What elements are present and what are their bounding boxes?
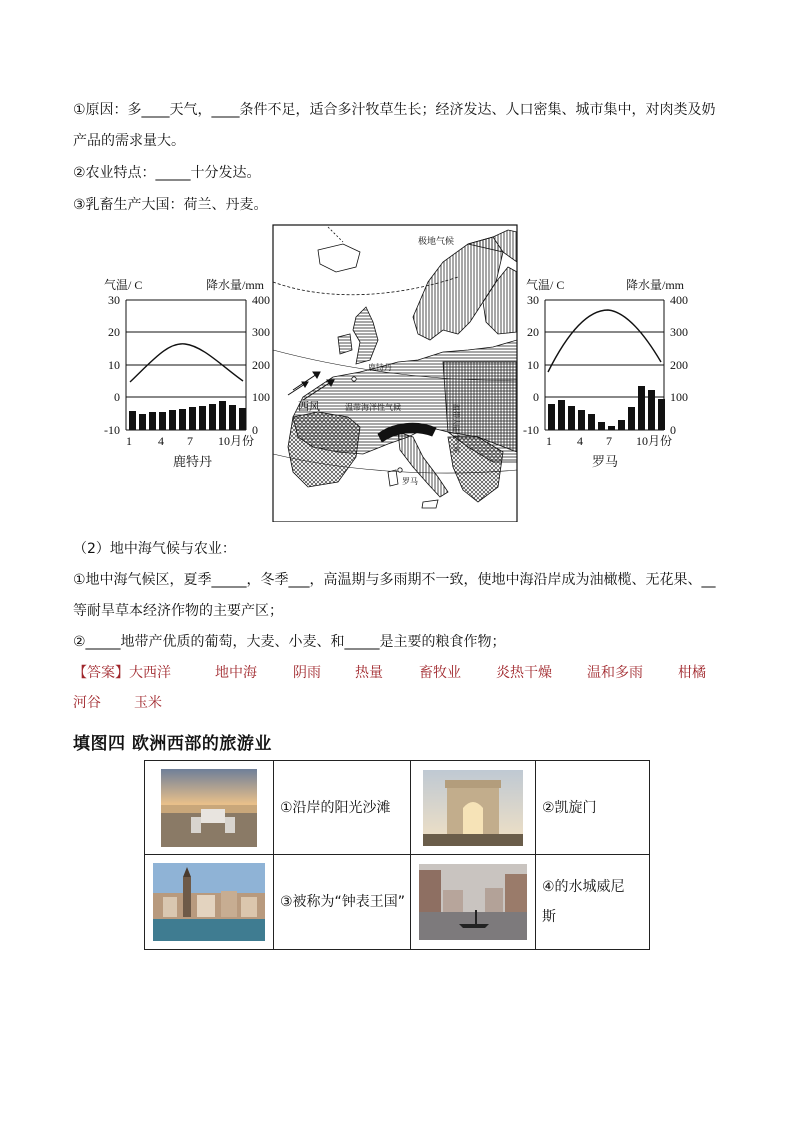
tick: 200 xyxy=(252,358,270,372)
table-row xyxy=(145,761,650,855)
arc-de-triomphe-photo xyxy=(423,770,523,846)
table-cell: ①沿岸的阳光沙滩 xyxy=(274,761,411,855)
answer-item: 畜牧业 xyxy=(419,665,461,681)
tick: 7 xyxy=(187,434,193,448)
paragraph: ②农业特点：_____十分发达。 xyxy=(73,165,261,181)
table-cell xyxy=(411,761,536,855)
answer-item: 阴雨 xyxy=(293,665,321,681)
tick: 1 xyxy=(546,434,552,448)
tick: 100 xyxy=(670,390,688,404)
tick: 0 xyxy=(670,423,676,437)
tick: 20 xyxy=(527,325,539,339)
map-label-continental: 温带大陆性气候 xyxy=(452,404,460,453)
paragraph: 产品的需求量大。 xyxy=(73,133,185,149)
paragraph: ①地中海气候区，夏季_____，冬季___，高温期与多雨期不一致，使地中海沿岸成为油橄榄、无花果、__ xyxy=(73,572,716,588)
tick: 10 xyxy=(108,358,120,372)
rotterdam-climate-chart xyxy=(104,277,270,469)
map-label-rome: 罗马 xyxy=(402,477,418,486)
y-right-label: 降水量/mm xyxy=(206,278,265,292)
answer-item: 热量 xyxy=(355,665,383,681)
tick: 100 xyxy=(252,390,270,404)
tick: 7 xyxy=(606,434,612,448)
tick: 400 xyxy=(252,293,270,307)
paragraph: ①原因：多____天气，____条件不足，适合多汁牧草生长；经济发达、人口密集、城市集中，对肉类及奶 xyxy=(73,102,716,118)
tick: 400 xyxy=(670,293,688,307)
tourism-table xyxy=(144,760,650,950)
tick: 30 xyxy=(527,293,539,307)
beach-photo xyxy=(161,769,257,847)
tick: 0 xyxy=(114,390,120,404)
cell-line: 斯 xyxy=(542,909,556,925)
map-label-maritime: 温带海洋性气候 xyxy=(345,403,401,412)
table-cell xyxy=(536,855,650,950)
answer-item: 玉米 xyxy=(134,695,162,711)
zurich-photo xyxy=(153,863,265,941)
table-cell xyxy=(145,761,274,855)
answer-prefix: 【答案】 xyxy=(73,665,129,681)
answer-item: 柑橘 xyxy=(678,665,706,681)
tick: 4 xyxy=(577,434,583,448)
tick: 10月份 xyxy=(218,434,255,448)
cell-line: ④的水城威尼 xyxy=(542,879,625,895)
map-label-westerly: 西风 xyxy=(298,401,320,413)
section-heading: 填图四 欧洲西部的旅游业 xyxy=(73,734,272,754)
table-cell: ②凯旋门 xyxy=(536,761,650,855)
city-label: 罗马 xyxy=(592,454,619,469)
paragraph: （2）地中海气候与农业： xyxy=(73,541,236,557)
tick: -10 xyxy=(104,423,120,437)
tick: 200 xyxy=(670,358,688,372)
answer-item: 大西洋 xyxy=(129,665,171,681)
paragraph: ②_____地带产优质的葡萄，大麦、小麦、和_____是主要的粮食作物； xyxy=(73,634,506,650)
climate-figure xyxy=(98,222,698,522)
answer-item: 地中海 xyxy=(215,665,257,681)
table-row xyxy=(145,855,650,950)
europe-climate-map xyxy=(273,225,517,522)
answer-line-2 xyxy=(73,693,162,713)
tick: 300 xyxy=(670,325,688,339)
paragraph: 等耐旱草本经济作物的主要产区； xyxy=(73,603,283,619)
y-left-label: 气温/ C xyxy=(104,278,143,292)
tick: 0 xyxy=(533,390,539,404)
y-right-label: 降水量/mm xyxy=(626,278,685,292)
tick: 30 xyxy=(108,293,120,307)
tick: 10 xyxy=(527,358,539,372)
city-label: 鹿特丹 xyxy=(173,454,213,469)
paragraph: ③乳畜生产大国：荷兰、丹麦。 xyxy=(73,197,268,213)
answer-item: 炎热干燥 xyxy=(496,665,552,681)
tick: -10 xyxy=(523,423,539,437)
tick: 4 xyxy=(158,434,164,448)
venice-photo xyxy=(419,864,527,940)
table-cell xyxy=(145,855,274,950)
answer-line-1 xyxy=(73,663,706,683)
tick: 0 xyxy=(252,423,258,437)
y-left-label: 气温/ C xyxy=(526,278,565,292)
rome-climate-chart xyxy=(523,277,688,469)
map-label-rotterdam: 鹿特丹 xyxy=(368,363,392,372)
tick: 20 xyxy=(108,325,120,339)
tick: 1 xyxy=(126,434,132,448)
tick: 10月份 xyxy=(636,434,673,448)
table-cell xyxy=(411,855,536,950)
answer-item: 河谷 xyxy=(73,695,101,711)
table-cell: ③被称为“钟表王国” xyxy=(274,855,411,950)
answer-item: 温和多雨 xyxy=(587,665,643,681)
map-label-polar: 极地气候 xyxy=(418,236,455,246)
tick: 300 xyxy=(252,325,270,339)
